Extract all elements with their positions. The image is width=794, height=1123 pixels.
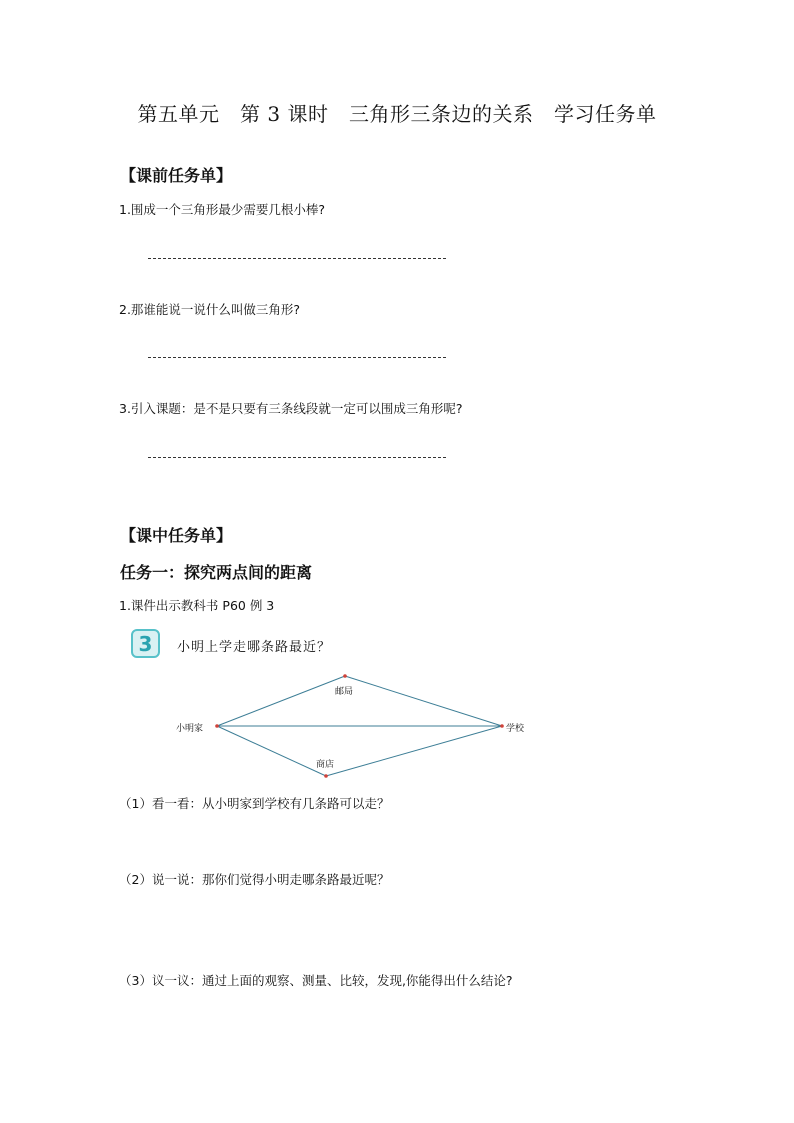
figure-question: 小明上学走哪条路最近？: [177, 640, 332, 655]
dot-home: [215, 724, 219, 728]
sub-question-3: （3）议一议：通过上面的观察、测量、比较，发现,你能得出什么结论?: [119, 973, 513, 988]
example-number-badge: 3: [131, 629, 160, 658]
sub-question-2: （2）说一说：那你们觉得小明走哪条路最近呢？: [119, 872, 390, 887]
pre-question-1: 1.围成一个三角形最少需要几根小棒?: [119, 202, 326, 217]
label-home: 小明家: [176, 724, 204, 734]
pre-class-heading: 【课前任务单】: [120, 166, 233, 185]
pre-question-3: 3.引入课题：是不是只要有三条线段就一定可以围成三角形呢?: [119, 401, 463, 416]
dot-shop: [324, 774, 328, 778]
route-post-school: [345, 676, 502, 726]
dot-school: [500, 724, 504, 728]
in-class-heading: 【课中任务单】: [120, 526, 233, 545]
route-home-post: [217, 676, 345, 726]
route-shop-school: [326, 726, 502, 776]
pre-question-2: 2.那谁能说一说什么叫做三角形?: [119, 302, 301, 317]
task1-title: 任务一：探究两点间的距离: [120, 563, 313, 582]
label-shop: 商店: [316, 760, 335, 770]
label-school: 学校: [506, 724, 525, 734]
route-home-shop: [217, 726, 326, 776]
task1-item1: 1.课件出示教科书 P60 例 3: [119, 598, 275, 613]
dot-post-office: [343, 674, 347, 678]
label-post-office: 邮局: [335, 687, 354, 697]
sub-question-1: （1）看一看：从小明家到学校有几条路可以走？: [119, 796, 390, 811]
page-title: 第五单元 第 3 课时 三角形三条边的关系 学习任务单: [137, 102, 657, 126]
